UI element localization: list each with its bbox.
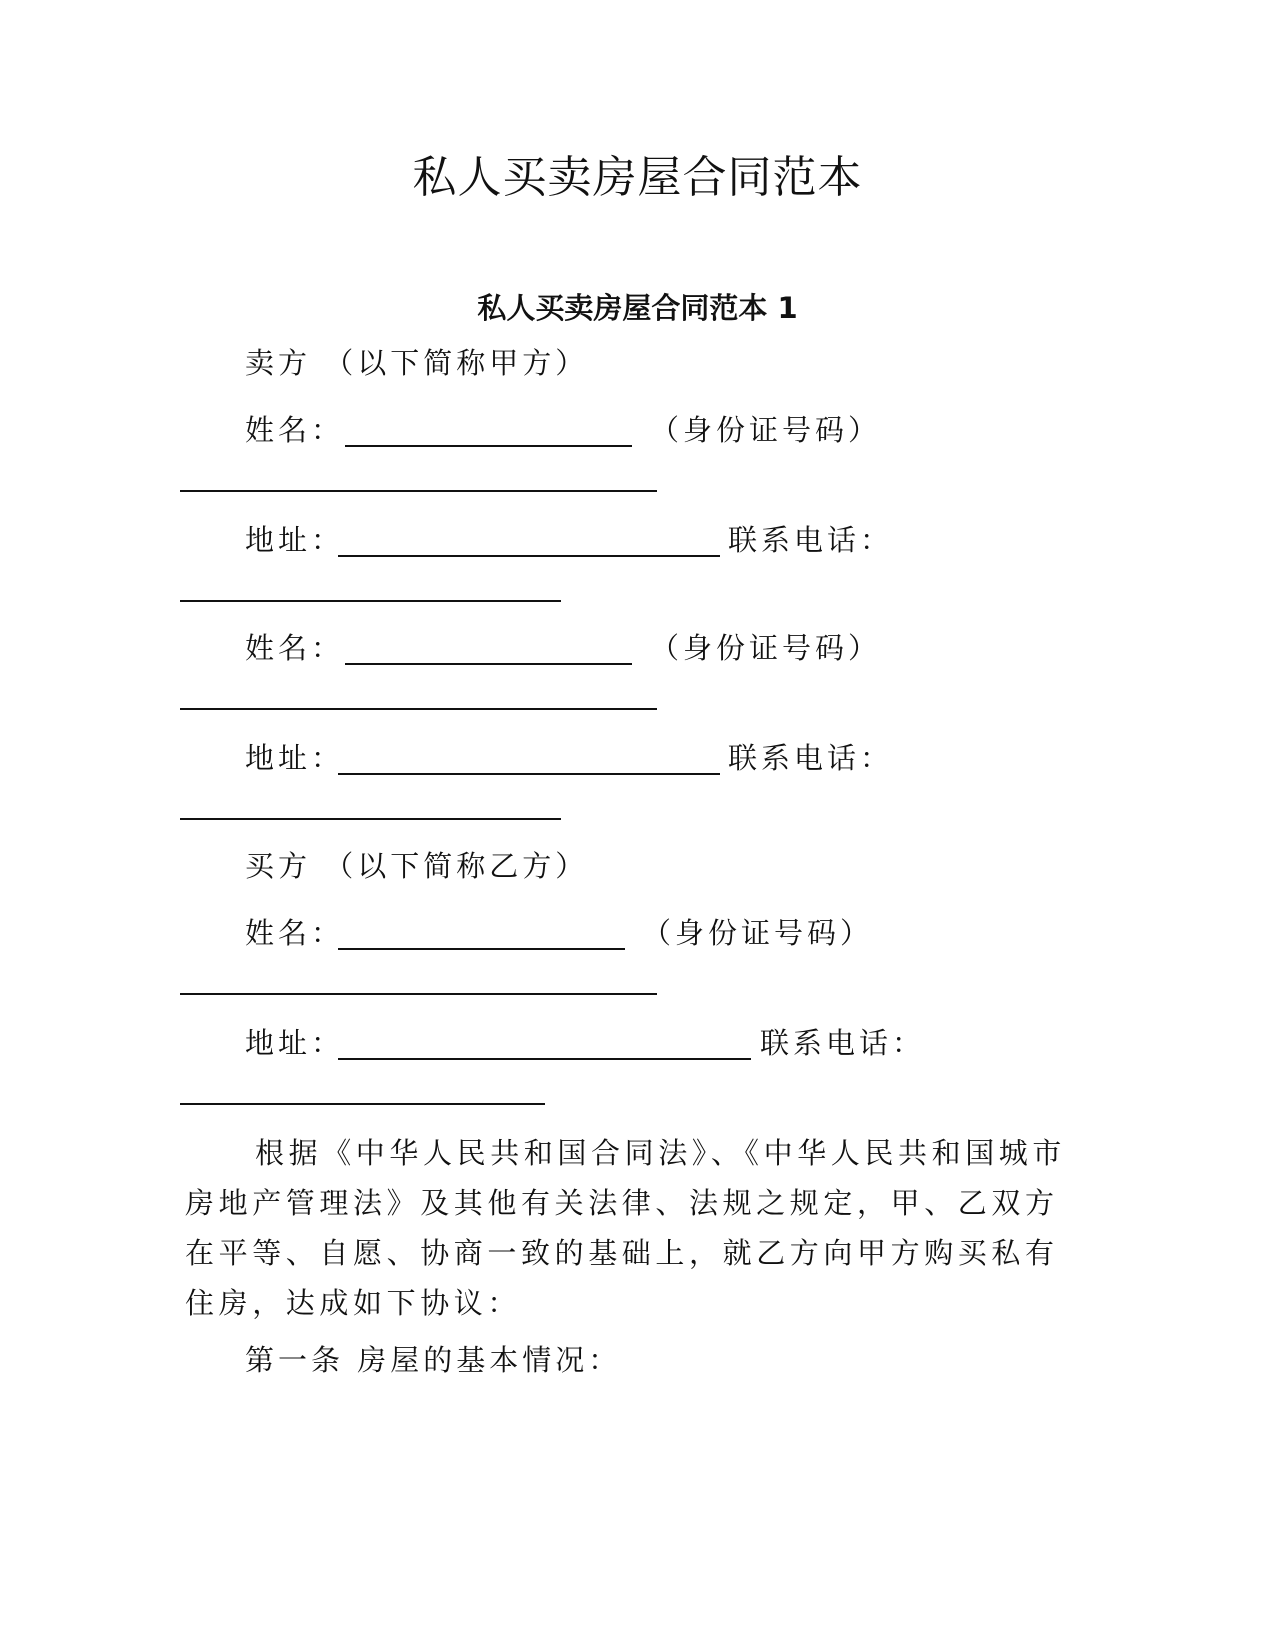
seller1-phone-label: 联系电话： xyxy=(728,523,894,557)
buyer-id-label: （身份证号码） xyxy=(642,916,874,950)
seller1-id-label: （身份证号码） xyxy=(650,413,882,447)
seller2-name-label: 姓名： xyxy=(245,631,345,665)
buyer-id-field[interactable] xyxy=(180,993,657,995)
buyer-name-label: 姓名： xyxy=(245,916,345,950)
seller1-name-label: 姓名： xyxy=(245,413,345,447)
seller2-id-label: （身份证号码） xyxy=(650,631,882,665)
seller2-phone-label: 联系电话： xyxy=(728,741,894,775)
seller2-phone-field[interactable] xyxy=(180,818,561,820)
seller2-address-label: 地址： xyxy=(245,741,345,775)
buyer-address-label: 地址： xyxy=(245,1026,345,1060)
document-title: 私人买卖房屋合同范本 xyxy=(412,152,863,203)
buyer-heading: 买方 （以下简称乙方） xyxy=(245,849,589,883)
article-1-heading: 第一条 房屋的基本情况： xyxy=(245,1343,622,1377)
seller2-id-field[interactable] xyxy=(180,708,657,710)
seller-heading: 卖方 （以下简称甲方） xyxy=(245,346,589,380)
seller1-address-label: 地址： xyxy=(245,523,345,557)
seller2-name-field[interactable] xyxy=(345,663,632,665)
seller1-name-field[interactable] xyxy=(345,445,632,447)
seller1-id-field[interactable] xyxy=(180,490,657,492)
seller1-address-field[interactable] xyxy=(338,555,720,557)
buyer-phone-label: 联系电话： xyxy=(760,1026,926,1060)
buyer-address-field[interactable] xyxy=(338,1058,751,1060)
buyer-name-field[interactable] xyxy=(338,948,625,950)
buyer-phone-field[interactable] xyxy=(180,1103,545,1105)
seller2-address-field[interactable] xyxy=(338,773,720,775)
preamble-paragraph: 根据《中华人民共和国合同法》、《中华人民共和国城市房地产管理法》及其他有关法律、法规之规定，甲、乙双方在平等、自愿、协商一致的基础上，就乙方向甲方购买私有住房，达成如下协议： xyxy=(185,1136,1067,1320)
section-title: 私人买卖房屋合同范本 1 xyxy=(477,291,798,325)
seller1-phone-field[interactable] xyxy=(180,600,561,602)
